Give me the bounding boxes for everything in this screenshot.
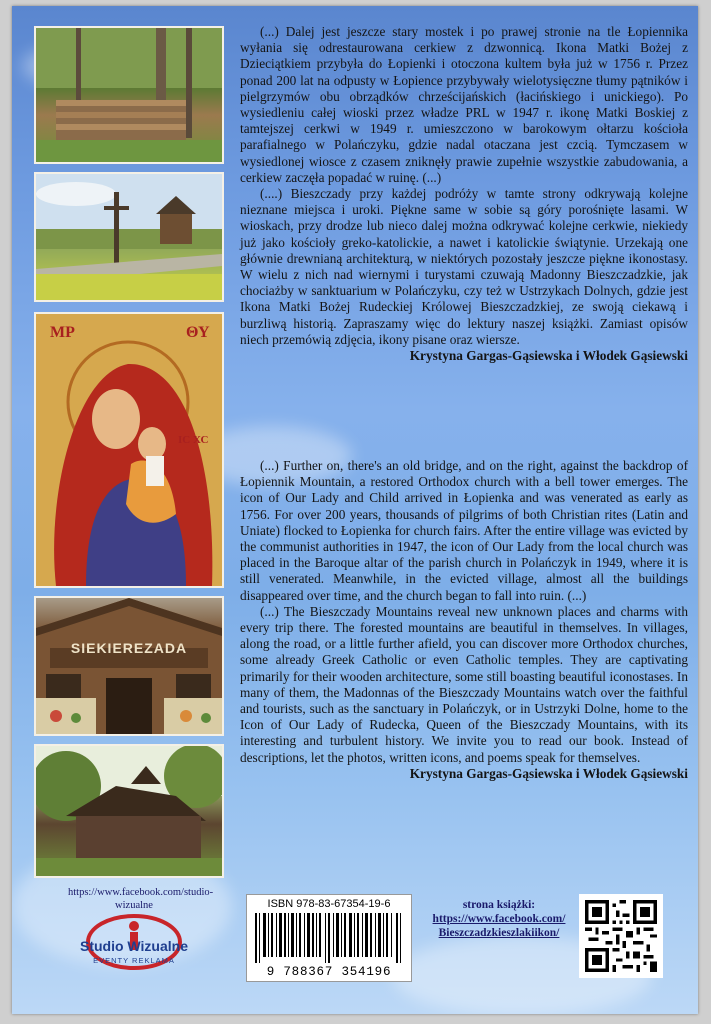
- building-illustration: [36, 598, 222, 734]
- authors-signature-en: Krystyna Gargas-Gąsiewska i Włodek Gąsiewski: [409, 765, 688, 781]
- studio-facebook-link[interactable]: https://www.facebook.com/studio-wizualne: [68, 887, 214, 911]
- qr-code[interactable]: [579, 894, 663, 978]
- studio-wizualne-logo: [64, 912, 204, 978]
- isbn-label: ISBN 978-83-67354-19-6: [267, 898, 391, 910]
- building-sign: SIEKIEREZADA: [70, 640, 188, 656]
- polish-paragraph: (...) Dalej jest jeszcze stary mostek i po prawej stronie na tle Łopiennika wyłania się odrestaurowana cerkiew z dzwonnicą. Ikona Matki Bożej z Dzieciątkiem przybyła do Łopienki i otoczona kultem była już w 1756 r. Przez ponad 200 lat na odpusty w Łopience przybywały wielotysięczne tłumy pątników i pielgrzymów obu obrządków chrześcijańskich (łacińskiego i unickiego). Po wysiedleniu całej wioski przez władze PRL w 1947 r. ikonę Matki Boskiej z tamtejszej cerkwi w 1949 r. umieszczono w barokowym ołtarzu kościoła parafialnego w Polańczyku, gdzie nadal otaczana jest czcią. Tymczasem w wysiedlonej wiosce z czasem zniknęły prawie zupełnie wszystkie zabudowania, a cerkiew zaczęła popadać w ruinę. (...): [240, 24, 688, 185]
- authors-signature-pl: Krystyna Gargas-Gąsiewska i Włodek Gąsiewski: [409, 348, 688, 364]
- wooden-church-illustration: [36, 746, 222, 876]
- icon-letters-right: ΘΥ: [186, 324, 210, 341]
- english-description: [240, 458, 688, 782]
- book-page-url-line1[interactable]: https://www.facebook.com/: [432, 913, 566, 925]
- polish-description: [240, 24, 688, 364]
- photo-siekierezada-building: [34, 596, 224, 736]
- english-paragraph: (...) The Bieszczady Mountains reveal new unknown places and charms with every trip there. The forested mountains are beautiful in themselves. In villages, along the road, or a little further afield, you can discover more Orthodox churches, some already Greek Catholic or even Catholic temples. They are captivating primarily for their wooden architecture, some still boasting beautiful iconostases. In many of them, the Madonnas of the Bieszczady Mountains watch over the faithful and tourists, such as the sanctuary in Polańczyk, or in Ustrzyki Dolne, home to the Icon of Our Lady of Rudecka, Queen of the Bieszczady Mountains, with its interesting and turbulent history. We invite you to read our book. Instead of descriptions, let the photos, written icons, and poems speak for themselves.: [240, 603, 688, 765]
- photo-logs-in-forest: [34, 26, 224, 164]
- isbn-barcode: [246, 894, 412, 982]
- logs-forest-illustration: [36, 28, 222, 162]
- qr-code-icon: [585, 900, 657, 972]
- back-cover: [12, 6, 698, 1014]
- book-page-url-line2[interactable]: Bieszczadzkieszlakiikon/: [438, 927, 560, 939]
- icon-letters-child: ІС ХС: [178, 434, 209, 446]
- logo-subtitle: EVENTY REKLAMA: [93, 956, 175, 965]
- photo-madonna-icon: [34, 312, 224, 588]
- madonna-icon-illustration: [36, 314, 222, 586]
- icon-letters-left: MP: [50, 324, 75, 341]
- book-page-info: [424, 898, 574, 940]
- barcode-bars: [255, 913, 403, 963]
- photo-wooden-church: [34, 744, 224, 878]
- book-page-label: strona książki:: [462, 899, 536, 911]
- photo-roadside-cross: [34, 172, 224, 302]
- roadside-cross-illustration: [36, 174, 222, 300]
- polish-paragraph: (....) Bieszczady przy każdej podróży w tamte strony odkrywają kolejne nieznane miejsca i uroki. Piękne same w sobie są góry porośnięte lasami. W wioskach, przy drodze lub nieco dalej można odkrywać kolejne cerkwie, niekiedy już jako kościoły greko-katolickie, a nawet i katolickie świątynie. Urzekają one głównie drewnianą architekturą, w niektórych pozostały jeszcze piękne ikonostasy. W wielu z nich nad wiernymi i turystami czuwają Madonny Bieszczadzkie, jak chociażby w sanktuarium w Polańczyku, czy też w Ustrzykach Dolnych, gdzie jest Ikona Matki Bożej Rudeckiej Królowej Bieszczadzkiej, ze swoją ciekawą i burzliwą historią. Zapraszamy więc do lektury naszej książki. Zamiast opisów niech przemówią zdjęcia, ikony pisane oraz wiersze.: [240, 186, 688, 347]
- logo-title: Studio Wizualne: [80, 938, 188, 954]
- barcode-digits: 9 788367 354196: [266, 965, 392, 979]
- english-paragraph: (...) Further on, there's an old bridge, and on the right, against the backdrop of Łopiennik Mountain, a restored Orthodox church with a bell tower emerges. The icon of Our Lady and Child arrived in Łopienka and was venerated as early as 1756. For over 200 years, thousands of pilgrims of both Christian rites (Latin and Uniate) flocked to Łopienka for church fairs. After the entire village was evicted by the communist authorities in 1947, the icon of Our Lady from the local church was placed in the Baroque altar of the parish church in Polańczyk in 1949, where it is still venerated. Meanwhile, in the evicted village, almost all the buildings disappeared over time, and the church began to fall into ruin. (...): [240, 458, 688, 603]
